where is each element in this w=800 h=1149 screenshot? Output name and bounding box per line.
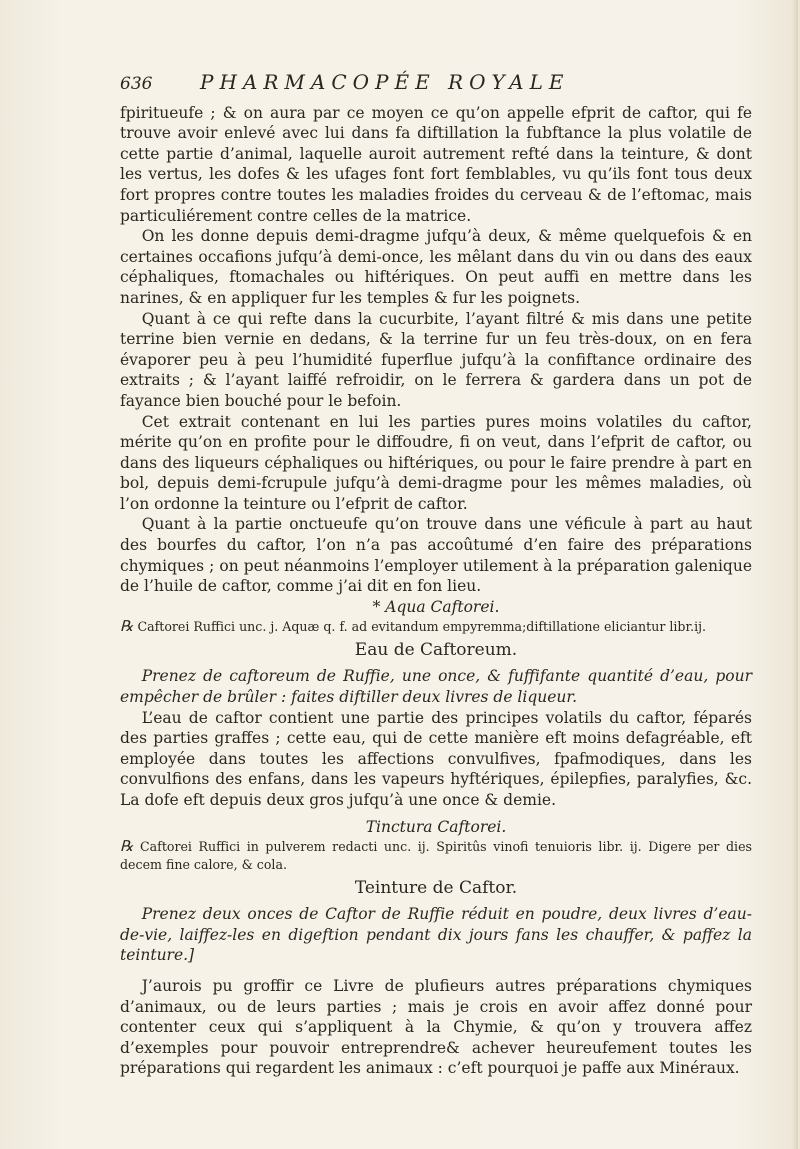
paragraph-spirit-of-castor: fpiritueufe ; & on aura par ce moyen ce qu’on appelle efprit de caftor, qui fe trouve avoir enlevé avec lui dans fa diftillation la fubftance la plus volatile de cette partie d’animal, laquelle auroit autrement refté dans la teinture, & dont les vertus, les dofes & les ufages font fort femblables, vu qu’ils font tous deux fort propres contre toutes les maladies froides du cerveau & de l’eftomac, mais particuliérement contre celles de la matrice. bbox=[120, 103, 752, 225]
aqua-castorei-title: * Aqua Caftorei. bbox=[372, 597, 500, 616]
running-head bbox=[120, 72, 752, 95]
page-number: 636 bbox=[120, 74, 153, 94]
aqua-description: L’eau de caftor contient une partie des principes volatils du caftor, féparés des parties graffes ; cette eau, qui de cette manière eft moins defagréable, eft employée dans toutes les affections convulfives, fpafmodiques, dans les convulfions des enfans, dans les vapeurs hyftériques, épilepfies, paralyfies, &c. La dofe eft depuis deux gros jufqu’à une once & demie. bbox=[120, 708, 752, 809]
tinctura-latin-text: Caftorei Ruffici in pulverem redacti unc. ij. Spiritûs vinofi tenuioris libr. ij. Digere per dies decem fine calore, & cola. bbox=[120, 839, 752, 873]
paragraph-unctuous-part: Quant à la partie onctueufe qu’on trouve dans une véficule à part au haut des bourfes du caftor, l’on n’a pas accoûtumé d’en faire des préparations chymiques ; on peut néanmoins l’employer utilement à la préparation galenique de l’huile de caftor, comme j’ai dit en fon lieu. bbox=[120, 515, 752, 596]
aqua-instructions: Prenez de caftoreum de Ruffie, une once, & fuffifante quantité d’eau, pour empêcher de brûler : faites diftiller deux livres de liqueur. bbox=[120, 667, 752, 707]
page-content bbox=[120, 72, 752, 1079]
paragraph-doses: On les donne depuis demi-dragme jufqu’à deux, & même quelquefois & en certaines occafions jufqu’à demi-once, les mêlant dans du vin ou dans des eaux céphaliques, ftomachales ou hiftériques. On peut auffi en mettre dans les narines, & en appliquer fur les temples & fur les poignets. bbox=[120, 227, 752, 307]
paragraph-extract-use: Cet extrait contenant en lui les parties pures moins volatiles du caftor, mérite qu’on en profite pour le diffoudre, fi on veut, dans l’efprit de caftor, ou dans des liqueurs céphaliques ou hiftériques, ou pour le faire prendre à part en bol, depuis demi-fcrupule jufqu’à demi-dragme pour les mêmes maladies, où l’on ordonne la teinture ou l’efprit de caftor. bbox=[120, 412, 752, 513]
closing-paragraph: J’aurois pu groffir ce Livre de plufieurs autres préparations chymiques d’animaux, ou de leurs parties ; mais je crois en avoir affez donné pour contenter ceux qui s’appliquent à la Chymie, & qu’on y trouvera affez d’exemples pour pouvoir entreprendre& achever heureufement toutes les préparations qui regardent les animaux : c’eft pourquoi je paffe aux Minéraux. bbox=[120, 976, 752, 1078]
page-edge-shadow bbox=[792, 0, 798, 1149]
aqua-latin-text: Caftorei Ruffici unc. j. Aquæ q. f. ad evitandum empyremma;diftillatione eliciantur libr.ij. bbox=[137, 619, 707, 635]
running-title: PHARMACOPÉE ROYALE bbox=[200, 70, 570, 94]
paragraph-extract: Quant à ce qui refte dans la cucurbite, l’ayant filtré & mis dans une petite terrine bien vernie en dedans, & la terrine fur un feu très-doux, on en fera évaporer peu à peu l’humidité fuperflue jufqu’à la confiftance ordinaire des extraits ; & l’ayant laiffé refroidir, on le ferrera & gardera dans un pot de fayance bien bouché pour le befoin. bbox=[120, 309, 752, 410]
tinctura-french-title: Teinture de Caftor. bbox=[354, 878, 518, 899]
aqua-french-title: Eau de Caftoreum. bbox=[354, 640, 518, 661]
recipe-symbol: ℞ bbox=[120, 617, 134, 636]
aqua-latin-recipe bbox=[120, 617, 752, 636]
recipe-symbol: ℞ bbox=[120, 837, 134, 856]
tinctura-instructions: Prenez deux onces de Caftor de Ruffie réduit en poudre, deux livres d’eau-de-vie, laiffez-les en digeftion pendant dix jours fans les chauffer, & paffez la teinture.] bbox=[120, 905, 752, 965]
tinctura-castorei-title: Tinctura Caftorei. bbox=[365, 817, 507, 836]
tinctura-latin-recipe bbox=[120, 837, 752, 874]
